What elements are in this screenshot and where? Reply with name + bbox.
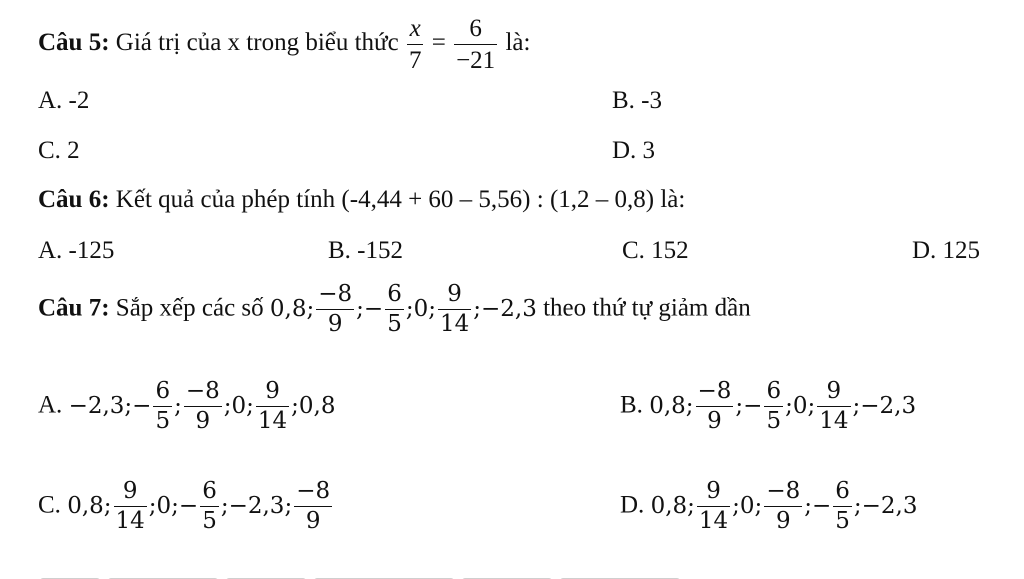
fraction-x-over-7: $\frac{x}{7}$	[408, 15, 422, 74]
fraction-6-over-minus-21: $\frac{6}{-21}$	[456, 15, 496, 74]
fraction: $\frac{6}{5}$	[387, 281, 402, 337]
answer-option-a[interactable]: A. -125	[38, 237, 115, 264]
question-text: Kết quả của phép tính (-4,44 + 60 – 5,56) : (1,2 – 0,8) là:	[109, 186, 686, 213]
fraction: $\frac{-8}{9}$	[697, 378, 732, 434]
answer-option-b[interactable]: B. -152	[328, 237, 403, 264]
answer-option-b[interactable]: B. 0,8; $\frac{-8}{9}$ ;− $\frac{6}{5}$ ;0; $\frac{9}{14}$ ;−2,3	[620, 378, 917, 434]
answer-option-c[interactable]: C. 0,8; $\frac{9}{14}$ ;0;− $\frac{6}{5}$ ;−2,3; $\frac{-8}{9}$	[38, 478, 331, 534]
answer-option-b[interactable]: B. -3	[612, 87, 662, 114]
fraction: $\frac{-8}{9}$	[766, 478, 801, 534]
number-sequence: 0,8; $\frac{-8}{9}$ ;− $\frac{6}{5}$ ;0; $\frac{9}{14}$ ;−2,3	[269, 281, 537, 337]
question-label: Câu 5:	[38, 29, 110, 57]
fraction: $\frac{9}{14}$	[115, 478, 145, 534]
answer-option-d[interactable]: D. 3	[612, 137, 656, 164]
answer-option-a[interactable]: A. −2,3;− $\frac{6}{5}$ ; $\frac{-8}{9}$ ;0; $\frac{9}{14}$ ;0,8	[38, 378, 336, 434]
fraction: $\frac{6}{5}$	[155, 378, 171, 434]
fraction: $\frac{-8}{9}$	[185, 378, 220, 434]
fraction: $\frac{6}{5}$	[766, 378, 782, 434]
question-label: Câu 6:	[38, 186, 110, 213]
question-text: Sắp xếp các số	[109, 294, 270, 322]
fraction: $\frac{9}{14}$	[257, 378, 288, 434]
question-5: Câu 5: Giá trị của x trong biểu thức $\frac{x}{7}$ = $\frac{6}{-21}$ là:	[38, 15, 531, 74]
fraction: $\frac{-8}{9}$	[296, 478, 331, 534]
fraction: $\frac{9}{14}$	[698, 478, 729, 534]
question-7	[38, 283, 751, 336]
cut-off-text-line	[40, 565, 740, 579]
fraction: $\frac{6}{5}$	[202, 478, 217, 534]
fraction: $\frac{9}{14}$	[439, 281, 470, 337]
answer-option-c[interactable]: C. 2	[38, 137, 80, 164]
answer-option-a[interactable]: A. -2	[38, 87, 90, 114]
fraction: $\frac{9}{14}$	[819, 378, 849, 434]
question-label: Câu 7:	[38, 294, 110, 322]
question-text: theo thứ tự giảm dần	[536, 294, 751, 322]
answer-option-d[interactable]: D. 125	[912, 237, 981, 264]
answer-option-d[interactable]: D. 0,8; $\frac{9}{14}$ ;0; $\frac{-8}{9}$ ;− $\frac{6}{5}$ ;−2,3	[620, 478, 918, 534]
question-6	[38, 187, 685, 212]
fraction: $\frac{-8}{9}$	[318, 281, 353, 337]
question-text: Giá trị của x trong biểu thức	[109, 29, 405, 57]
fraction: $\frac{6}{5}$	[835, 478, 850, 534]
answer-option-c[interactable]: C. 152	[622, 237, 689, 264]
